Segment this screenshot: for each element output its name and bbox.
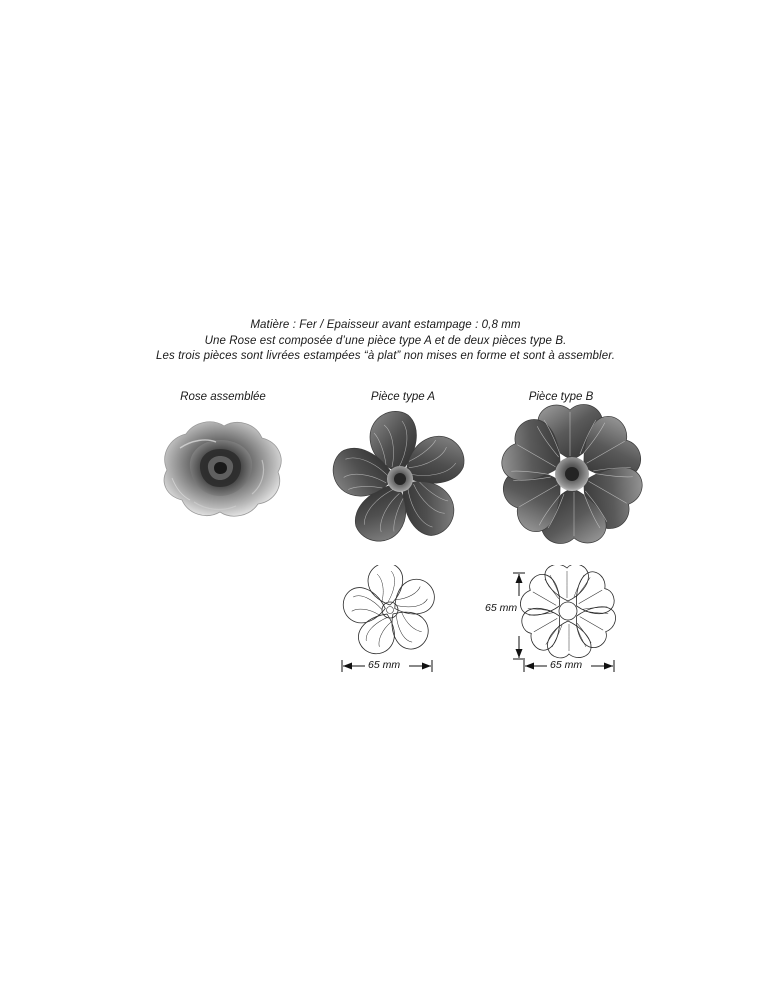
dimension-label-type-b-width: 65 mm bbox=[550, 659, 583, 671]
line-drawing-piece-type-a bbox=[330, 565, 450, 660]
dimension-line-type-b-height bbox=[513, 572, 525, 660]
photo-piece-type-b bbox=[492, 398, 652, 553]
dimension-label-type-b-height: 65 mm bbox=[485, 602, 518, 614]
spec-line-composition: Une Rose est composée d’une pièce type A et de deux pièces type B. bbox=[204, 334, 567, 347]
specification-text-block bbox=[0, 318, 771, 365]
caption-piece-type-b: Pièce type B bbox=[528, 391, 594, 403]
spec-line-assembly: Les trois pièces sont livrées estampées “à plat” non mises en forme et sont à assembler. bbox=[156, 350, 615, 362]
line-drawing-piece-type-b bbox=[515, 565, 620, 660]
photo-piece-type-a bbox=[318, 405, 483, 555]
spec-line-material: Matière : Fer / Epaisseur avant estampage : 0,8 mm bbox=[250, 319, 521, 331]
photo-rose-assembled bbox=[150, 408, 295, 528]
caption-piece-type-a: Pièce type A bbox=[370, 391, 436, 403]
dimension-label-type-a-width: 65 mm bbox=[368, 659, 401, 671]
caption-rose-assembled: Rose assemblée bbox=[180, 391, 266, 403]
